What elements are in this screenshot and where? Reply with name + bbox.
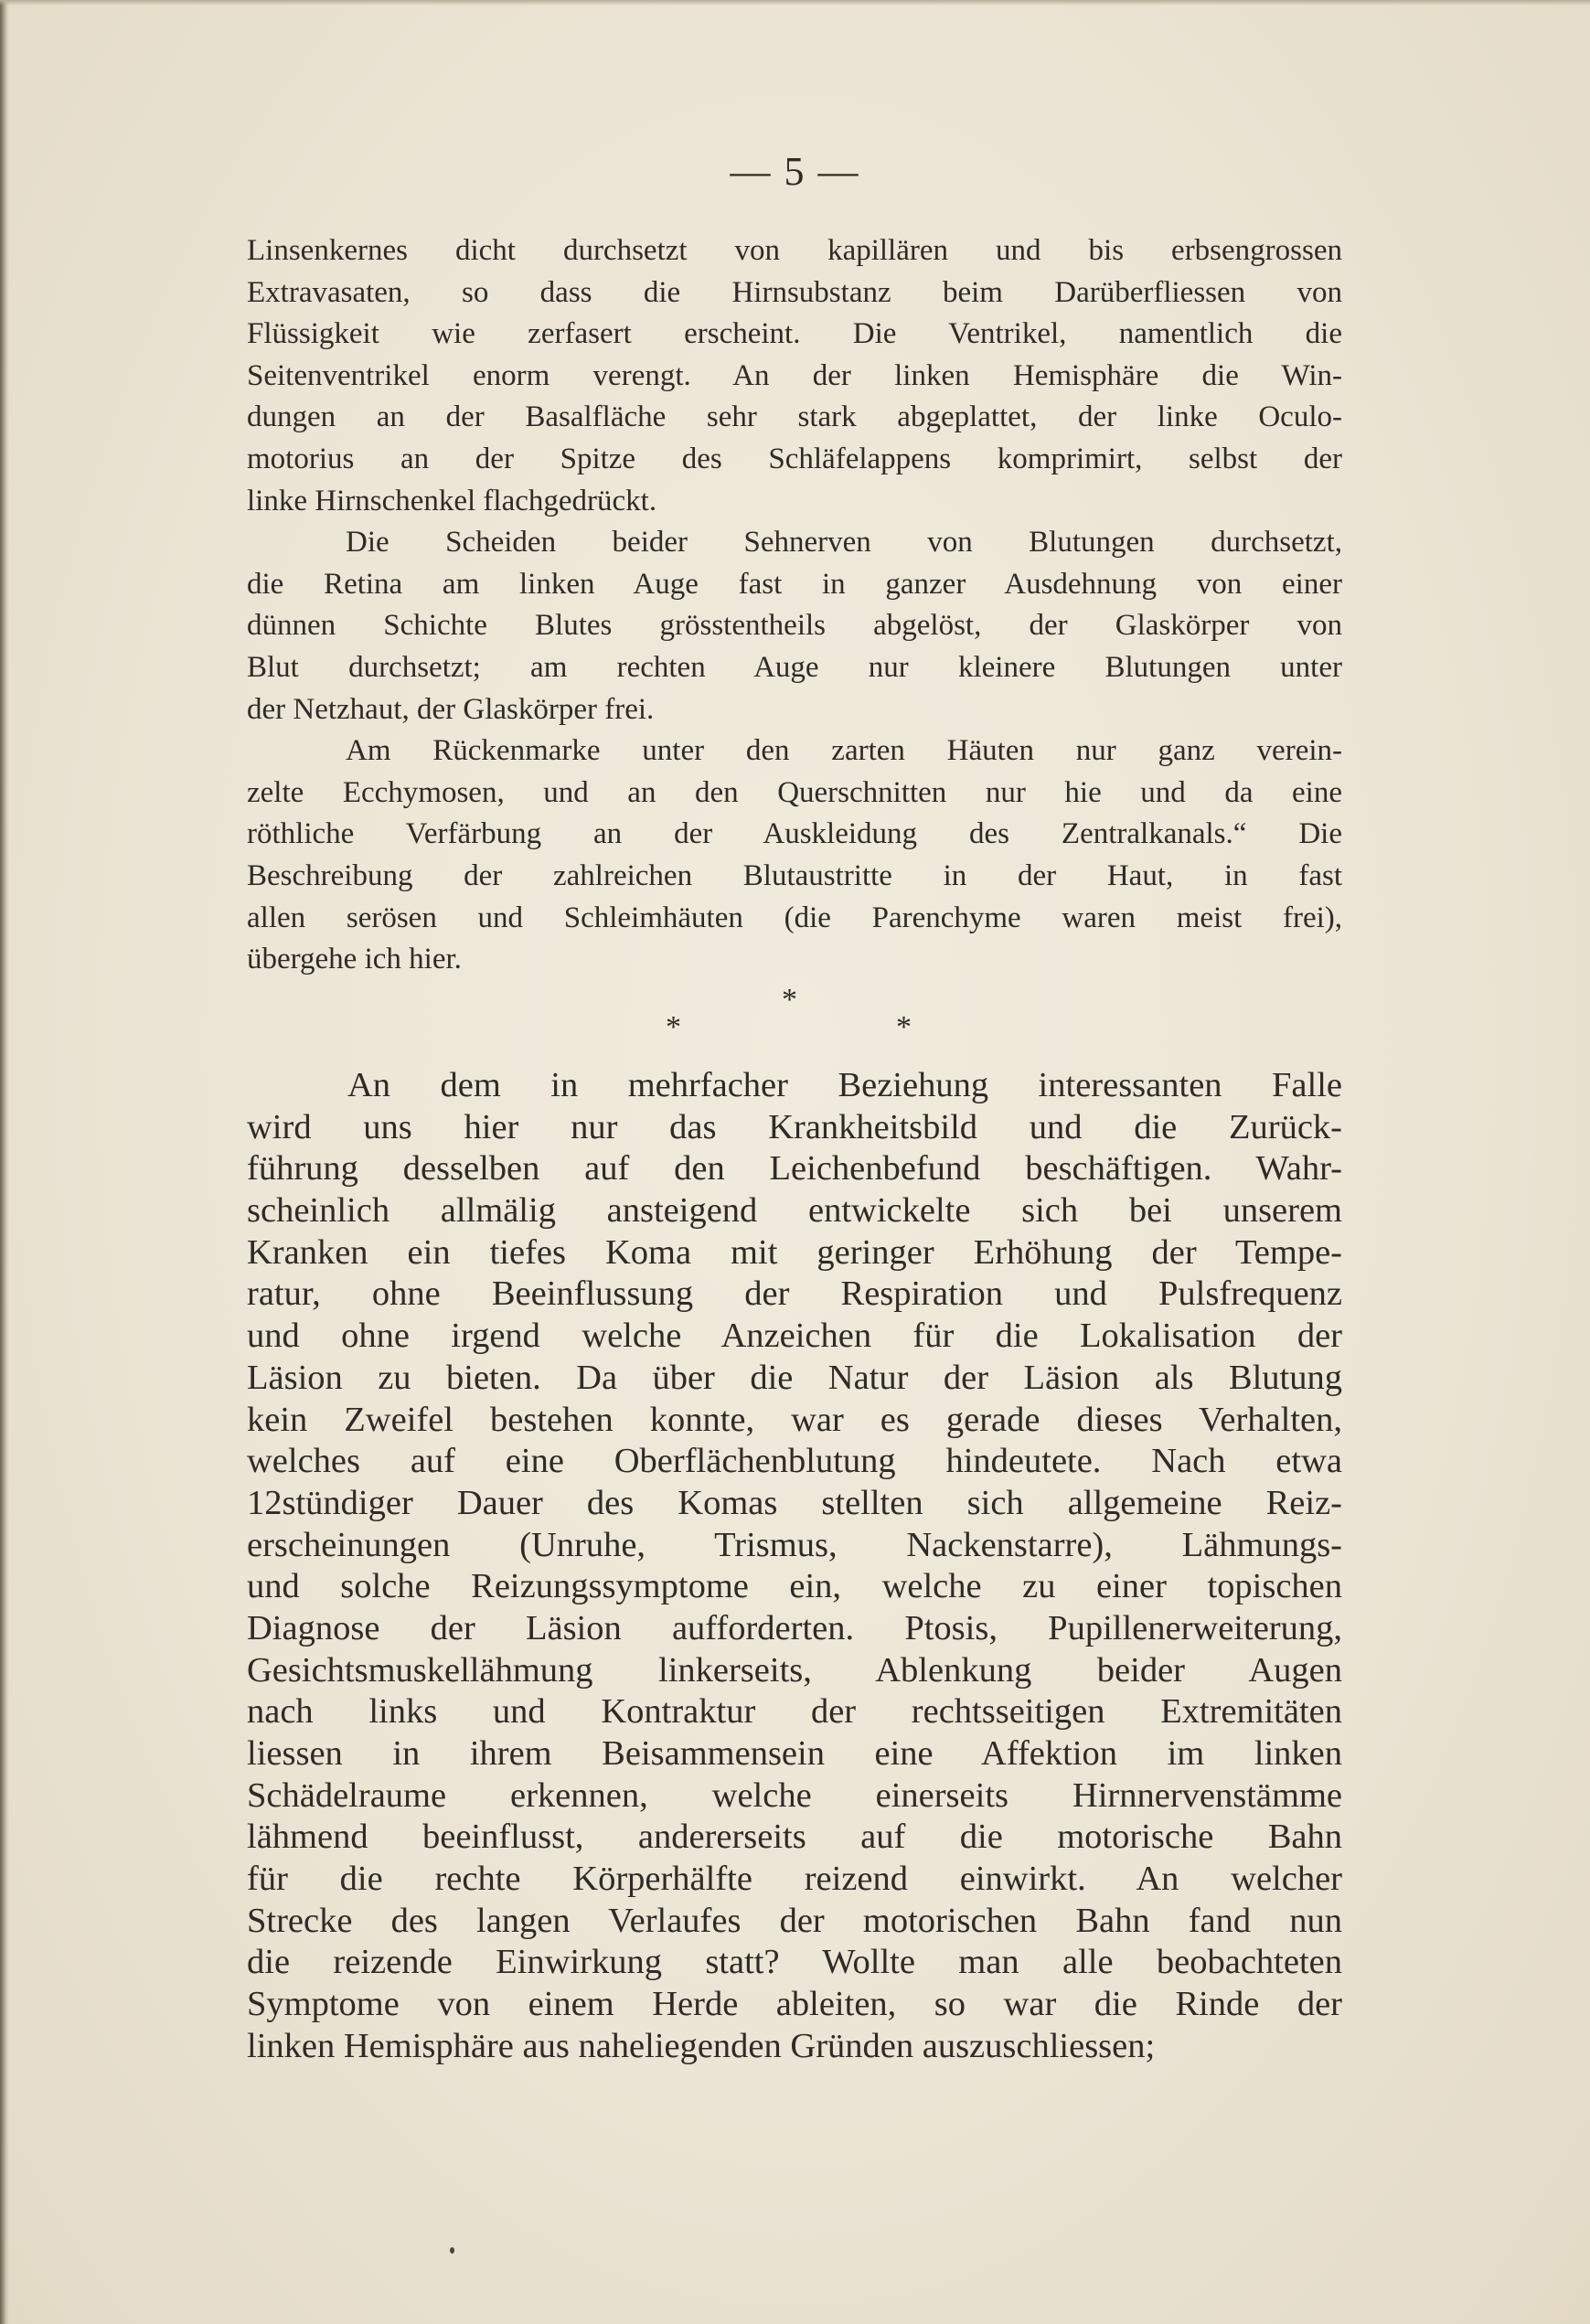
text-line: linke Hirnschenkel flachgedrückt. [247, 484, 657, 517]
text-line: kein Zweifel bestehen konnte, war es gerade dieses Verhalten, [247, 1400, 1342, 1439]
text-line: motorius an der Spitze des Schläfelappens komprimirt, selbst der [247, 442, 1342, 475]
text-line: Diagnose der Läsion aufforderten. Ptosis, Pupillenerweiterung, [247, 1608, 1342, 1647]
text-line: dünnen Schichte Blutes grösstentheils abgelöst, der Glaskörper von [247, 609, 1342, 643]
text-line: und ohne irgend welche Anzeichen für die Lokalisation der [247, 1317, 1342, 1356]
text-line: welches auf eine Oberflächenblutung hindeutete. Nach etwa [247, 1442, 1342, 1481]
text-line: 12stündiger Dauer des Komas stellten sich allgemeine Reiz- [247, 1483, 1342, 1522]
text-line: Strecke des langen Verlaufes der motorischen Bahn fand nun [247, 1901, 1342, 1940]
text-line: Gesichtsmuskellähmung linkerseits, Ablenkung beider Augen [247, 1650, 1342, 1690]
text-line: Flüssigkeit wie zerfasert erscheint. Die Ventrikel, namentlich die [247, 317, 1342, 351]
text-line: Schädelraume erkennen, welche einerseits Hirnnervenstämme [247, 1775, 1342, 1815]
asterism-star-left: * [666, 1010, 681, 1044]
text-line: Seitenventrikel enorm verengt. An der linken Hemisphäre die Win- [247, 358, 1342, 392]
text-line: Am Rückenmarke unter den zarten Häuten nur ganz verein- [346, 734, 1342, 768]
asterism-star-right: * [896, 1010, 912, 1044]
text-line: lähmend beeinflusst, andererseits auf die motorische Bahn [247, 1818, 1342, 1857]
text-line: Linsenkernes dicht durchsetzt von kapillären und bis erbsengrossen [247, 234, 1342, 267]
paragraph [247, 230, 1342, 522]
text-line: die reizende Einwirkung statt? Wollte man alle beobachteten [247, 1943, 1342, 1982]
text-line: für die rechte Körperhälfte reizend einwirkt. An welcher [247, 1860, 1342, 1899]
text-line: dungen an der Basalfläche sehr stark abgeplattet, der linke Oculo- [247, 400, 1342, 434]
text-line: röthliche Verfärbung an der Auskleidung des Zentralkanals.“ Die [247, 817, 1342, 851]
text-line: Blut durchsetzt; am rechten Auge nur kleinere Blutungen unter [247, 650, 1342, 684]
text-line: linken Hemisphäre aus naheliegenden Gründen auszuschliessen; [247, 2026, 1156, 2065]
paragraph [247, 730, 1342, 981]
text-line: ratur, ohne Beeinflussung der Respiration und Pulsfrequenz [247, 1274, 1342, 1314]
text-line: scheinlich allmälig ansteigend entwickelte sich bei unserem [247, 1191, 1342, 1231]
text-line: wird uns hier nur das Krankheitsbild und die Zurück- [247, 1107, 1342, 1146]
page-number: — 5 — [730, 149, 860, 194]
text-line: zelte Ecchymosen, und an den Querschnitten nur hie und da eine [247, 775, 1342, 809]
text-line: Beschreibung der zahlreichen Blutaustritte in der Haut, in fast [247, 858, 1342, 892]
body-text-large [247, 1065, 1342, 2068]
text-line: erscheinungen (Unruhe, Trismus, Nackenstarre), Lähmungs- [247, 1525, 1342, 1564]
text-line: Symptome von einem Herde ableiten, so war die Rinde der [247, 1985, 1342, 2024]
paper-blemish [450, 2247, 454, 2254]
paragraph [247, 522, 1342, 730]
page-edge-top [0, 0, 1590, 5]
text-line: nach links und Kontraktur der rechtsseitigen Extremitäten [247, 1692, 1342, 1732]
text-line: allen serösen und Schleimhäuten (die Parenchyme waren meist frei), [247, 901, 1342, 934]
text-line: Läsion zu bieten. Da über die Natur der Läsion als Blutung [247, 1358, 1342, 1397]
paragraph [247, 1065, 1342, 2068]
text-line: Extravasaten, so dass die Hirnsubstanz beim Darüberfliessen von [247, 275, 1342, 309]
text-line: An dem in mehrfacher Beziehung interessanten Falle [347, 1066, 1342, 1104]
text-line: übergehe ich hier. [247, 943, 462, 976]
text-line: Kranken ein tiefes Koma mit geringer Erhöhung der Tempe- [247, 1232, 1342, 1272]
page-edge-left [0, 0, 9, 2324]
text-line: die Retina am linken Auge fast in ganzer Ausdehnung von einer [247, 567, 1342, 601]
asterism-star-top: * [782, 983, 797, 1017]
text-line: und solche Reizungssymptome ein, welche zu einer topischen [247, 1567, 1342, 1606]
text-line: liessen in ihrem Beisammensein eine Affektion im linken [247, 1734, 1342, 1773]
body-text-small [247, 230, 1342, 981]
text-line: führung desselben auf den Leichenbefund beschäftigen. Wahr- [247, 1149, 1342, 1189]
text-line: Die Scheiden beider Sehnerven von Blutungen durchsetzt, [346, 526, 1342, 560]
text-line: der Netzhaut, der Glaskörper frei. [247, 692, 655, 726]
asterism-divider [0, 983, 1590, 1044]
